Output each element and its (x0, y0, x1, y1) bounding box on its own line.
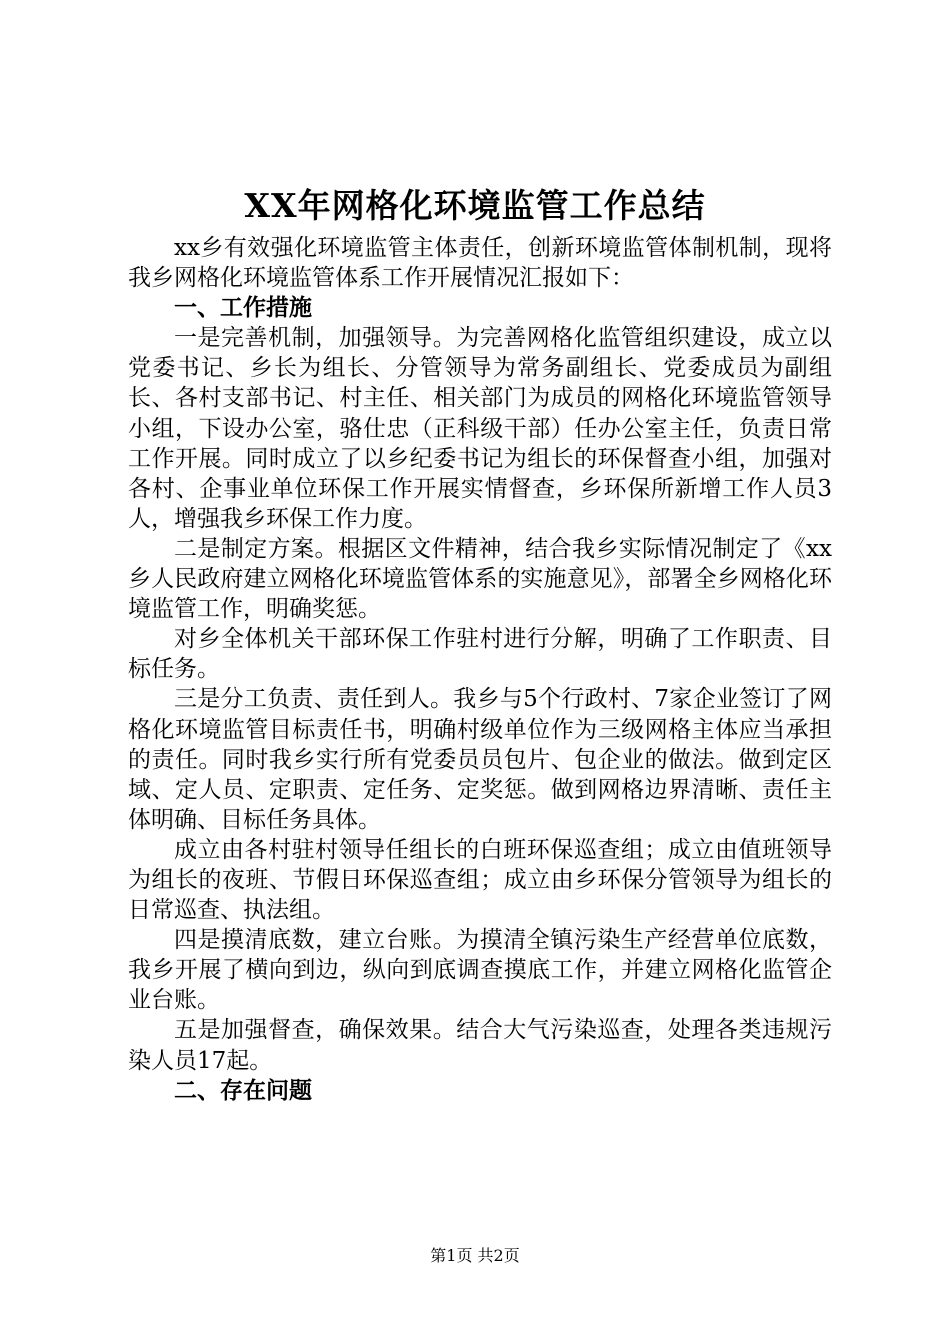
paragraph-plan: 二是制定方案。根据区文件精神，结合我乡实际情况制定了《xx乡人民政府建立网格化环境监管体系的实施意见》，部署全乡网格化环境监管工作，明确奖惩。 (128, 535, 832, 623)
page-footer: 第1页 共2页 (430, 1246, 520, 1265)
paragraph-mechanism: 一是完善机制，加强领导。为完善网格化监管组织建设，成立以党委书记、乡长为组长、分管领导为常务副组长、党委成员为副组长、各村支部书记、村主任、相关部门为成员的网格化环境监管领导小组，下设办公室，骆仕忠（正科级干部）任办公室主任，负责日常工作开展。同时成立了以乡纪委书记为组长的环保督查小组，加强对各村、企事业单位环保工作开展实情督查，乡环保所新增工作人员3人，增强我乡环保工作力度。 (128, 325, 832, 532)
paragraph-supervision: 五是加强督查，确保效果。结合大气污染巡查，处理各类违规污染人员17起。 (128, 1017, 832, 1074)
paragraph-patrol-groups: 成立由各村驻村领导任组长的白班环保巡查组；成立由值班领导为组长的夜班、节假日环保巡查组；成立由乡环保分管领导为组长的日常巡查、执法组。 (128, 836, 832, 924)
document-title: XX年网格化环境监管工作总结 (244, 186, 706, 225)
paragraph-ledger: 四是摸清底数，建立台账。为摸清全镇污染生产经营单位底数，我乡开展了横向到边，纵向到底调查摸底工作，并建立网格化监管企业台账。 (128, 927, 832, 1014)
section-heading-problems: 二、存在问题 (174, 1077, 312, 1104)
document-body (128, 233, 832, 1106)
paragraph-responsibility: 三是分工负责、责任到人。我乡与5个行政村、7家企业签订了网格化环境监管目标责任书，明确村级单位作为三级网格主体应当承担的责任。同时我乡实行所有党委员员包片、包企业的做法。做到定区域、定人员、定职责、定任务、定奖惩。做到网格边界清晰、责任主体明确、目标任务具体。 (128, 686, 832, 833)
paragraph-assignment: 对乡全体机关干部环保工作驻村进行分解，明确了工作职责、目标任务。 (128, 626, 832, 683)
intro-paragraph: xx乡有效强化环境监管主体责任，创新环境监管体制机制，现将我乡网格化环境监管体系工作开展情况汇报如下： (128, 235, 832, 292)
section-heading-measures: 一、工作措施 (174, 295, 312, 322)
